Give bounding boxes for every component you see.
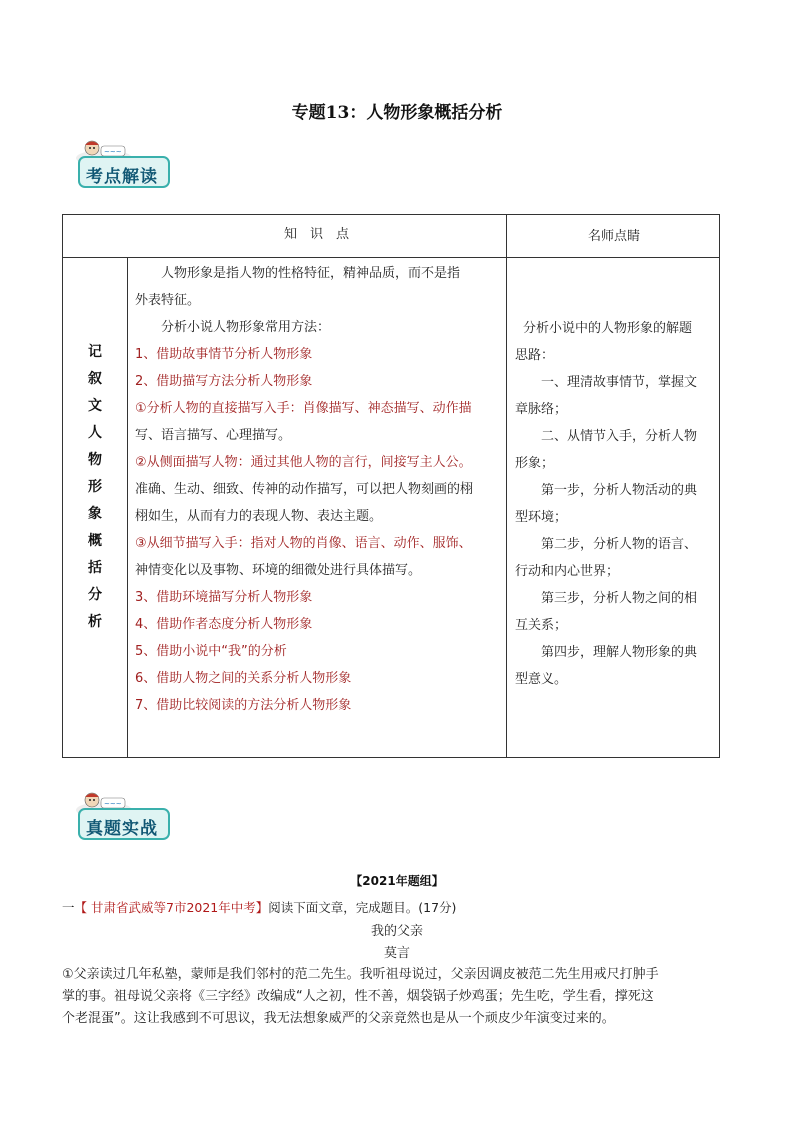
question-header [62, 898, 456, 916]
section-label: 考点解读 [86, 167, 158, 187]
article-title: 我的父亲 [370, 924, 423, 939]
section-label: 真题实战 [86, 819, 158, 839]
question-instruction: 阅读下面文章，完成题目。(17分) [268, 900, 457, 915]
table-col-divider-1 [127, 258, 128, 758]
tips-content: 分析小说中的人物形象的解题 思路： 一、理清故事情节，掌握文 章脉络； 二、从情节入手，分析人物 形象； 第一步，分析人物活动的典 型环境； 第二步，分析人物的语言、 行动和内心世界； 第三步，分析人物之间的相 互关系； 第四步，理解人物形象的典 型意义。 [515, 321, 698, 687]
question-source: 【 甘肃省武威等7市2021年中考】 [74, 900, 269, 915]
knowledge-table [62, 214, 720, 758]
table-col-divider-2 [506, 215, 507, 758]
svg-text:~~~: ~~~ [104, 148, 122, 156]
question-number: 一 [62, 900, 75, 915]
exam-group-title: 【2021年题组】 [350, 874, 444, 888]
section-badge-kaodian [72, 136, 176, 196]
table-header-divider [63, 257, 719, 258]
svg-text:~~~: ~~~ [104, 800, 122, 808]
section-badge-zhenti [72, 788, 176, 848]
knowledge-content: 人物形象是指人物的性格特征，精神品质，而不是指 外表特征。 分析小说人物形象常用方法： 1、借助故事情节分析人物形象 2、借助描写方法分析人物形象 ①分析人物的直接描写入手：肖像描写、神态描写、动作描 写、语言描写、心理描写。 ②从侧面描写人物：通过其他人物的言行，间接写主人公。 准确、生动、细致、传神的动作描写，可以把人物刻画的栩 栩如生，从而有力的表现人物、表达主题。 ③从细节描写入手：指对人物的肖像、语言、动作、服饰、 神情变化以及事物、环境的细微处进行具体描写。 3、借助环境描写分析人物形象 4、借助作者态度分析人物形象 5、借助小说中“我”的分析 6、借助人物之间的关系分析人物形象 7、借助比较阅读的方法分析人物形象 [135, 266, 474, 713]
table-header-tips: 名师点睛 [587, 229, 640, 244]
page-title: 专题13：人物形象概括分析 [291, 103, 503, 123]
article-paragraph: ①父亲读过几年私塾，蒙师是我们邻村的范二先生。我听祖母说过，父亲因调皮被范二先生用戒尺打肿手 掌的事。祖母说父亲将《三字经》改编成“人之初，性不善，烟袋锅子炒鸡蛋；先生吃，学生看，撑死这 个老混蛋”。这让我感到不可思议，我无法想象威严的父亲竟然也是从一个顽皮少年演变过来的。 [62, 967, 659, 1026]
table-header-knowledge: 知 识 点 [283, 227, 349, 242]
row-label-vertical: 记 叙 文 人 物 形 象 概 括 分 析 [88, 344, 102, 630]
article-author: 莫言 [383, 946, 410, 961]
